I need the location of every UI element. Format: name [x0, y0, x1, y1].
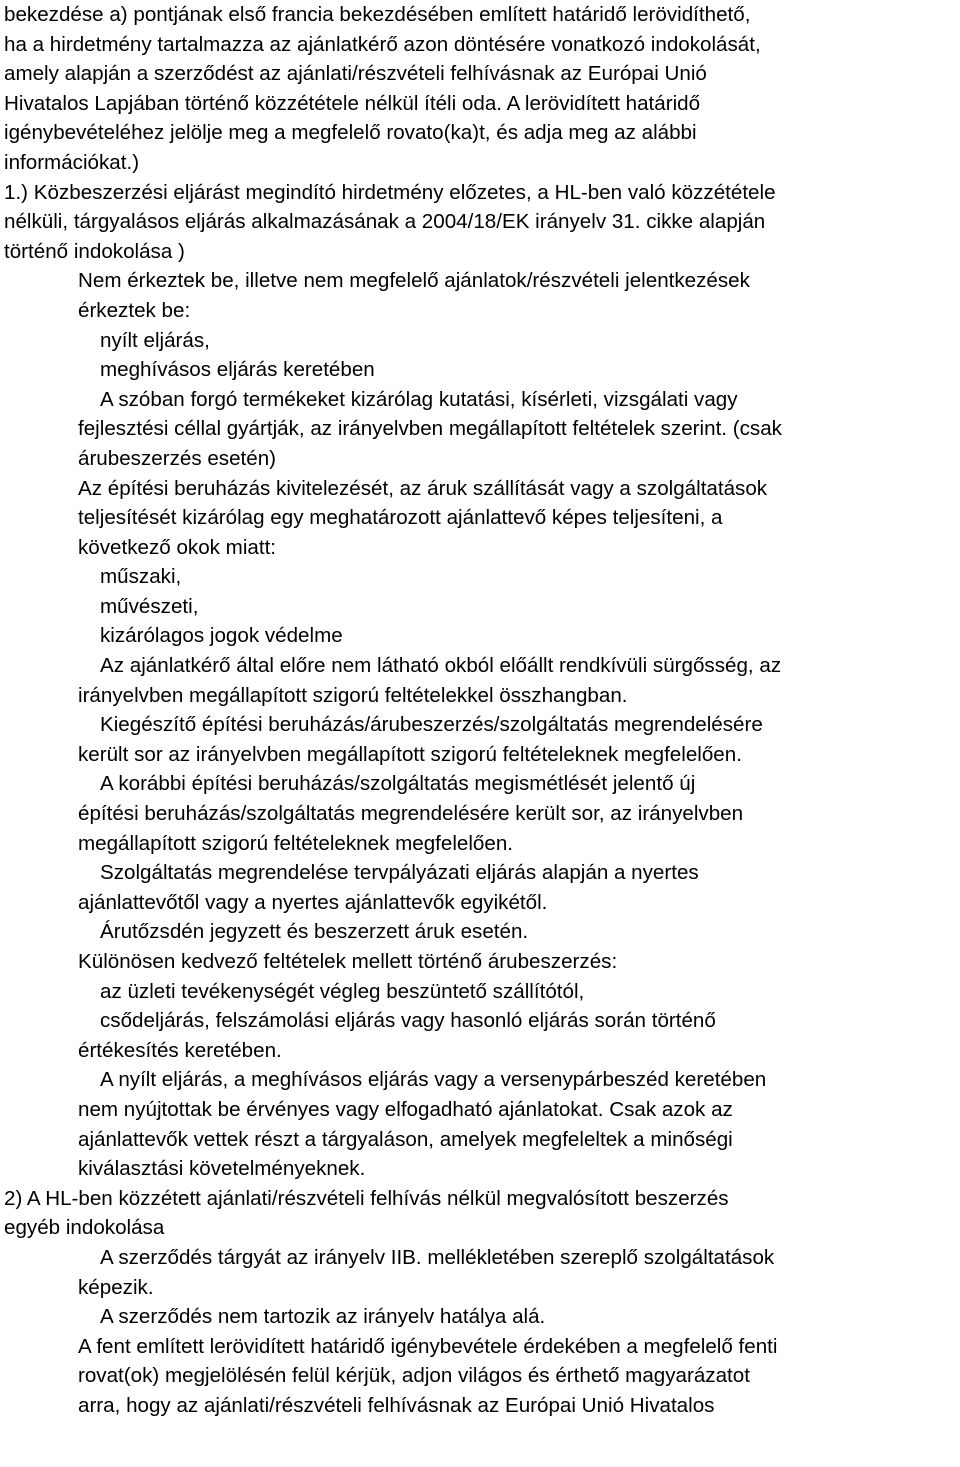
text-line: A szerződés tárgyát az irányelv IIB. mellékletében szereplő szolgáltatások	[100, 1245, 775, 1269]
text-line: 2) A HL-ben közzétett ajánlati/részvételi felhívás nélkül megvalósított beszerzés	[4, 1186, 729, 1210]
text-line: következő okok miatt:	[78, 535, 277, 559]
text-line: Hivatalos Lapjában történő közzététele nélkül ítéli oda. A lerövidített határidő	[4, 91, 701, 115]
text-line: Az ajánlatkérő által előre nem látható okból előállt rendkívüli sürgősség, az	[100, 654, 782, 678]
text-line: értékesítés keretében.	[78, 1038, 282, 1062]
text-line: kiválasztási követelményeknek.	[78, 1157, 366, 1181]
text-line: A korábbi építési beruházás/szolgáltatás megismétlését jelentő új	[100, 772, 696, 796]
text-line: meghívásos eljárás keretében	[100, 358, 375, 382]
text-line: A szerződés nem tartozik az irányelv hatálya alá.	[100, 1305, 546, 1329]
text-line: képezik.	[78, 1275, 154, 1299]
text-line: műszaki,	[100, 565, 182, 589]
text-line: az üzleti tevékenységét végleg beszüntető szállítótól,	[100, 979, 585, 1003]
document-page	[4, 0, 956, 1421]
text-line: ha a hirdetmény tartalmazza az ajánlatkérő azon döntésére vonatkozó indokolását,	[4, 32, 761, 56]
text-line: bekezdése a) pontjának első francia bekezdésében említett határidő lerövidíthető,	[4, 3, 751, 26]
text-line: került sor az irányelvben megállapított szigorú feltételeknek megfelelően.	[78, 742, 742, 766]
text-line: Árutőzsdén jegyzett és beszerzett áruk esetén.	[100, 920, 529, 944]
text-line: Kiegészítő építési beruházás/árubeszerzés/szolgáltatás megrendelésére	[100, 713, 763, 737]
text-line: amely alapján a szerződést az ajánlati/részvételi felhívásnak az Európai Unió	[4, 62, 707, 86]
text-line: Különösen kedvező feltételek mellett történő árubeszerzés:	[78, 950, 618, 973]
text-line: nem nyújtottak be érvényes vagy elfogadható ajánlatokat. Csak azok az	[78, 1097, 733, 1121]
text-line: teljesítését kizárólag egy meghatározott ajánlattevő képes teljesíteni, a	[78, 506, 723, 530]
text-line: A szóban forgó termékeket kizárólag kutatási, kísérleti, vizsgálati vagy	[100, 387, 738, 411]
text-line: 1.) Közbeszerzési eljárást megindító hirdetmény előzetes, a HL-ben való közzététele	[4, 180, 776, 204]
text-line: Szolgáltatás megrendelése tervpályázati eljárás alapján a nyertes	[100, 861, 699, 885]
text-line: csődeljárás, felszámolási eljárás vagy hasonló eljárás során történő	[100, 1009, 716, 1033]
text-line: A nyílt eljárás, a meghívásos eljárás vagy a versenypárbeszéd keretében	[100, 1068, 767, 1092]
text-line: igénybevételéhez jelölje meg a megfelelő rovato(ka)t, és adja meg az alábbi	[4, 121, 697, 145]
text-line: fejlesztési céllal gyártják, az irányelvben megállapított feltételek szerint. (csak	[78, 417, 782, 441]
text-line: arra, hogy az ajánlati/részvételi felhívásnak az Európai Unió Hivatalos	[78, 1393, 715, 1417]
text-line: kizárólagos jogok védelme	[100, 624, 343, 648]
text-line: Az építési beruházás kivitelezését, az áruk szállítását vagy a szolgáltatások	[78, 476, 768, 500]
text-line: érkeztek be:	[78, 298, 191, 322]
text-line: művészeti,	[100, 594, 199, 618]
text-line: A fent említett lerövidített határidő igénybevétele érdekében a megfelelő fenti	[78, 1334, 778, 1358]
text-line: építési beruházás/szolgáltatás megrendelésére került sor, az irányelvben	[78, 802, 744, 826]
text-line: nélküli, tárgyalásos eljárás alkalmazásának a 2004/18/EK irányelv 31. cikke alapján	[4, 210, 766, 234]
text-line: ajánlattevőtől vagy a nyertes ajánlattevők egyikétől.	[78, 890, 548, 914]
text-line: Nem érkeztek be, illetve nem megfelelő ajánlatok/részvételi jelentkezések	[78, 269, 750, 293]
text-line: ajánlattevők vettek részt a tárgyaláson, amelyek megfeleltek a minőségi	[78, 1127, 733, 1151]
text-line: nyílt eljárás,	[100, 328, 210, 352]
text-line: egyéb indokolása	[4, 1216, 165, 1240]
text-line: rovat(ok) megjelölésén felül kérjük, adjon világos és érthető magyarázatot	[78, 1364, 750, 1388]
text-line: árubeszerzés esetén)	[78, 446, 277, 470]
text-line: történő indokolása )	[4, 239, 185, 263]
text-line: megállapított szigorú feltételeknek megfelelően.	[78, 831, 514, 855]
text-line: irányelvben megállapított szigorú feltételekkel összhangban.	[78, 683, 628, 707]
text-line: információkat.)	[4, 150, 140, 174]
